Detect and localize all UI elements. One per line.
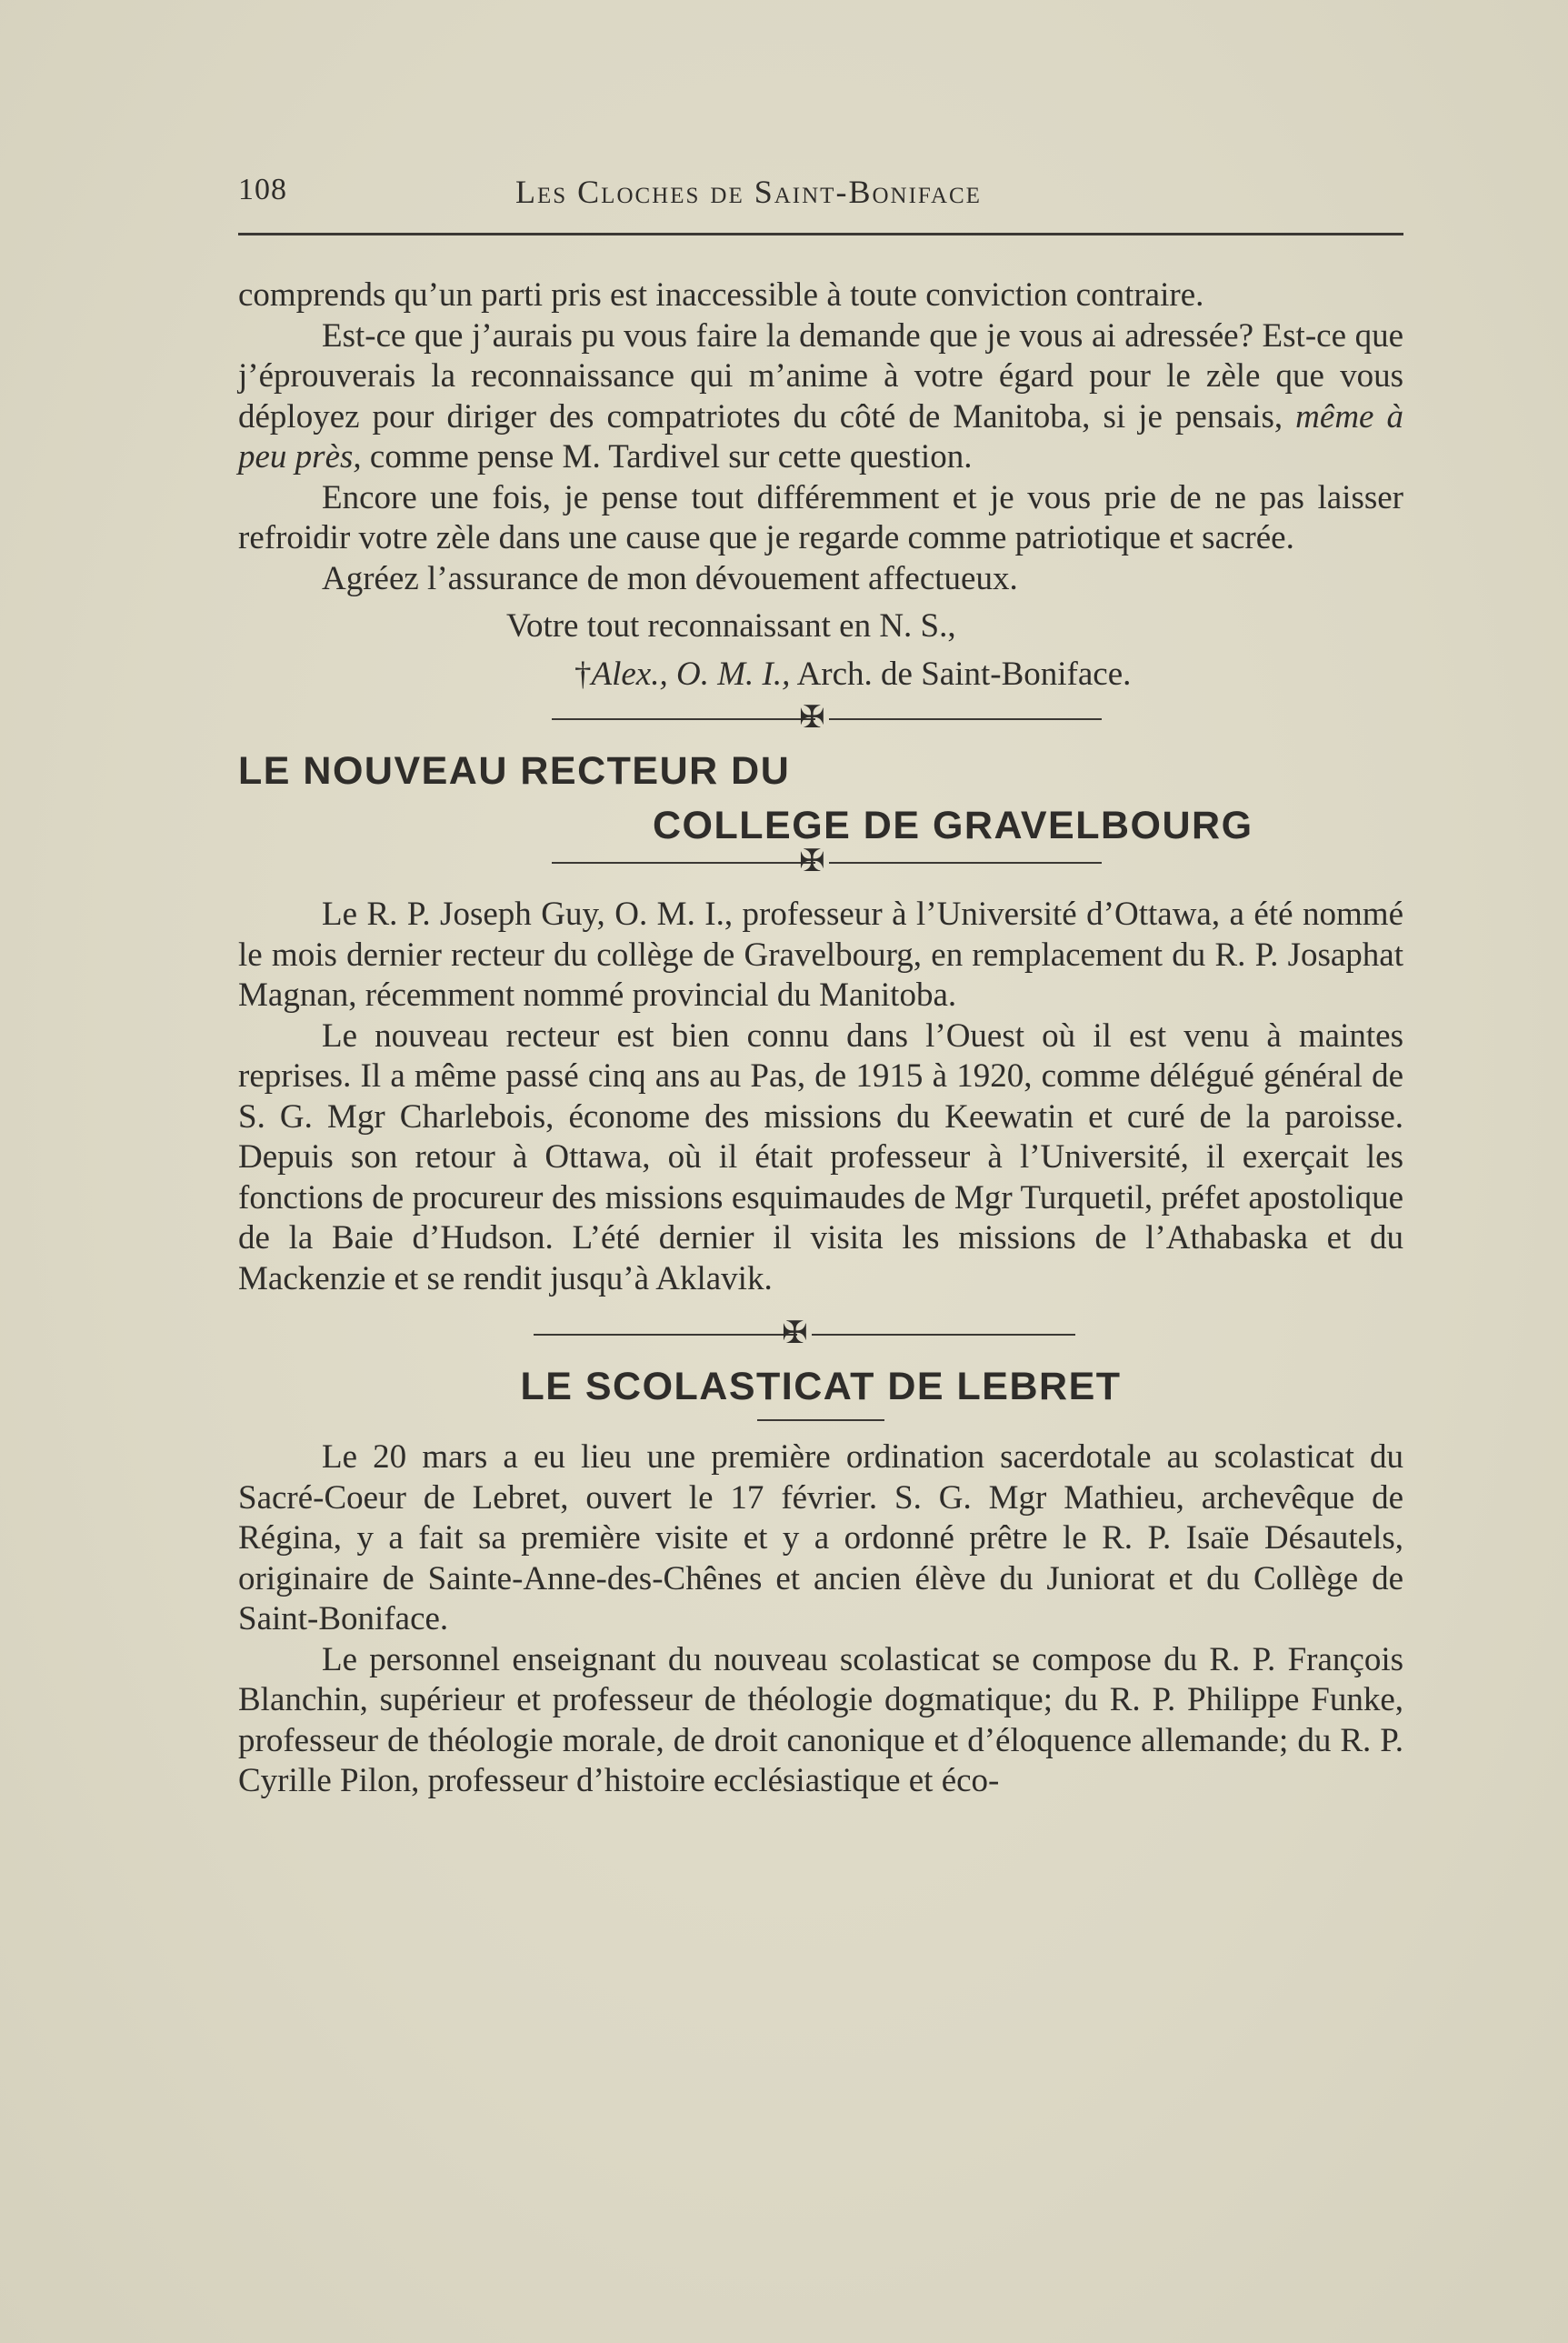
letter-signature: †Alex., O. M. I., Arch. de Saint-Boniface. [574,655,1132,693]
article-paragraph: Le nouveau recteur est bien connu dans l’Ouest où il est venu à maintes reprises. Il a même passé cinq ans au Pas, de 1915 à 1920, comme délégué général de S. G. Mgr Charlebois, économe des missions du Keewatin et curé de la paroisse. Depuis son retour à Ottawa, où il était professeur à l’Université, il exerçait les fonctions de procureur des missions esquimaudes de Mgr Turquetil, préfet apostolique de la Baie d’Hudson. L’été dernier il visita les missions de l’Athabaska et du Mackenzie et se rendit jusqu’à Aklavik. [238,1016,1403,1297]
article-paragraph: Le personnel enseignant du nouveau scolasticat se compose du R. P. François Blanchin, supérieur et professeur de théologie dogmatique; du R. P. Philippe Funke, professeur de théologie morale, de droit canonique et d’éloquence allemande; du R. P. Cyrille Pilon, professeur d’histoire ecclésiastique et éco- [238,1640,1403,1799]
letter-paragraph: Est-ce que j’aurais pu vous faire la demande que je vous ai adressée? Est-ce que j’éprouverais la reconnaissance qui m’anime à votre égard pour le zèle que vous déployez pour diriger des compatriotes du côté de Manitoba, si je pensais, même à peu près, comme pense M. Tardivel sur cette question. [238,316,1404,476]
article-heading: LE SCOLASTICAT DE LEBRET [520,1365,1122,1408]
heading-underline [757,1419,884,1421]
page-number: 108 [238,173,287,206]
section-ornament [238,699,1403,736]
section-ornament [238,1315,1403,1351]
article-paragraph: Le R. P. Joseph Guy, O. M. I., professeur à l’Université d’Ottawa, a été nommé le mois dernier recteur du collège de Gravelbourg, en remplacement du R. P. Josaphat Magnan, récemment nommé provincial du Manitoba. [238,896,1403,1014]
letter-closing: Votre tout reconnaissant en N. S., [506,607,956,645]
article-paragraph: Le 20 mars a eu lieu une première ordination sacerdotale au scolasticat du Sacré-Coeur de Lebret, ouvert le 17 février. S. G. Mgr Mathieu, archevêque de Régina, y a fait sa première visite et y a ordonné prêtre le R. P. Isaïe Désautels, originaire de Sainte-Anne-des-Chênes et ancien élève du Juniorat et du Collège de Saint-Boniface. [238,1438,1403,1637]
page-content [238,173,1403,1802]
running-header [238,173,1403,216]
section-ornament [238,843,1403,879]
cross-ornament-icon: ✠ [799,843,825,879]
letter-paragraph: comprends qu’un parti pris est inaccessible à toute conviction contraire. [238,276,1204,314]
article-heading-line-2: COLLEGE DE GRAVELBOURG [653,804,1253,847]
italic-phrase: même à peu près, [238,397,1404,476]
cross-ornament-icon: ✠ [799,699,825,736]
cross-ornament-icon: ✠ [782,1315,808,1351]
letter-paragraph: Agréez l’assurance de mon dévouement affectueux. [322,559,1018,597]
letter-paragraph: Encore une fois, je pense tout différemment et je vous prie de ne pas laisser refroidir votre zèle dans une cause que je regarde comme patriotique et sacrée. [238,478,1403,556]
article-heading-line-1: LE NOUVEAU RECTEUR DU [238,749,791,793]
header-rule [238,233,1403,235]
running-title: Les Cloches de Saint-Boniface [515,174,982,210]
